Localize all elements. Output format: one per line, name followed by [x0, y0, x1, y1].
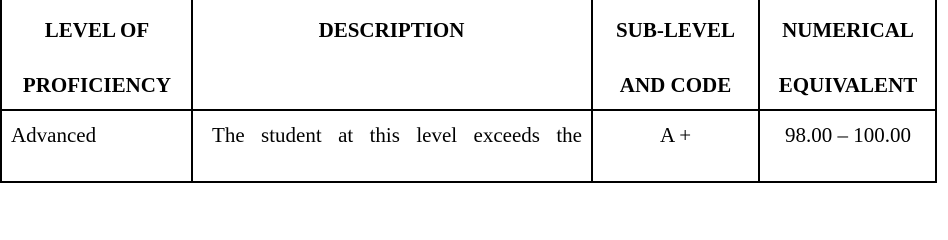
header-level-of-proficiency-line-1: LEVEL OF	[44, 18, 150, 42]
header-numerical-equivalent-line-2: EQUIVALENT	[778, 73, 918, 97]
header-sub-level-line-1: SUB-LEVEL	[615, 18, 736, 42]
header-numerical-equivalent-line-1: NUMERICAL	[782, 18, 914, 42]
header-description: DESCRIPTION	[318, 18, 465, 42]
header-level-of-proficiency-line-2: PROFICIENCY	[22, 73, 172, 97]
cell-numerical-equivalent: 98.00 – 100.00	[785, 123, 911, 147]
cell-level: Advanced	[11, 123, 97, 147]
cell-sub-level-code: A +	[659, 123, 692, 147]
header-sub-level-line-2: AND CODE	[619, 73, 732, 97]
cell-description: The student at this level exceeds the	[212, 123, 582, 147]
